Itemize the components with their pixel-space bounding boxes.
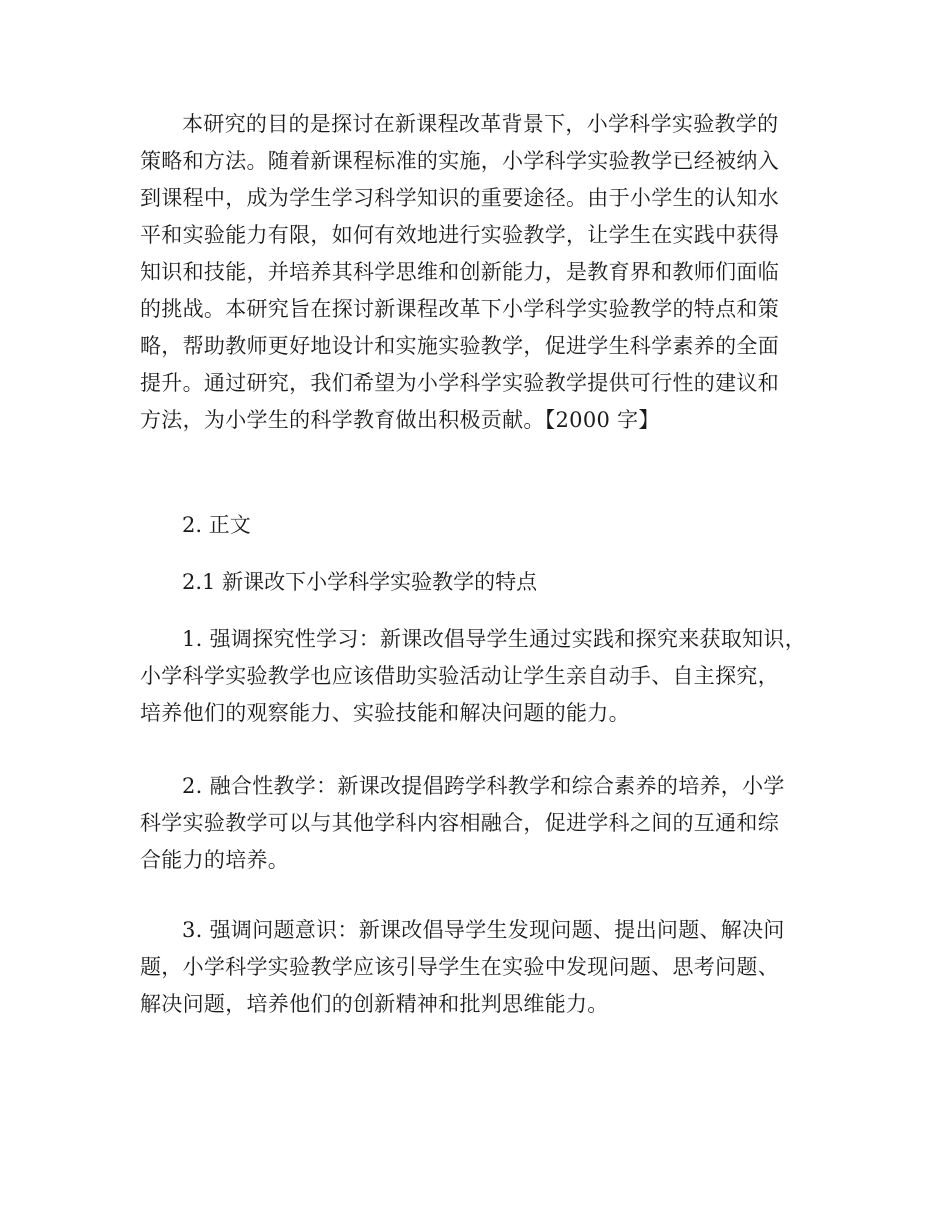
paragraph-line: 合能力的培养。 — [140, 848, 290, 872]
paragraph-line: 到课程中，成为学生学习科学知识的重要途径。由于小学生的认知水 — [140, 186, 779, 210]
paragraph-line: 知识和技能，并培养其科学思维和创新能力，是教育界和教师们面临 — [140, 260, 779, 284]
paragraph-line: 平和实验能力有限，如何有效地进行实验教学，让学生在实践中获得 — [140, 223, 779, 247]
paragraph-line: 培养他们的观察能力、实验技能和解决问题的能力。 — [140, 701, 630, 725]
paragraph-line: 小学科学实验教学也应该借助实验活动让学生亲自动手、自主探究， — [140, 664, 779, 688]
subsection-heading: 2.1 新课改下小学科学实验教学的特点 — [182, 570, 538, 594]
point-paragraph-2 — [140, 768, 830, 879]
paragraph-line: 策略和方法。随着新课程标准的实施，小学科学实验教学已经被纳入 — [140, 149, 779, 173]
point-paragraph-1 — [140, 621, 830, 732]
paragraph-line: 解决问题，培养他们的创新精神和批判思维能力。 — [140, 992, 609, 1016]
paragraph-line: 科学实验教学可以与其他学科内容相融合，促进学科之间的互通和综 — [140, 811, 779, 835]
paragraph-line: 本研究的目的是探讨在新课程改革背景下，小学科学实验教学的 — [182, 112, 779, 136]
point-paragraph-3 — [140, 912, 830, 1023]
paragraph-line: 方法，为小学生的科学教育做出积极贡献。【2000 字】 — [140, 408, 660, 432]
paragraph-line: 提升。通过研究，我们希望为小学科学实验教学提供可行性的建议和 — [140, 371, 779, 395]
paragraph-line: 3. 强调问题意识：新课改倡导学生发现问题、提出问题、解决问 — [182, 918, 785, 942]
paragraph-line: 题，小学科学实验教学应该引导学生在实验中发现问题、思考问题、 — [140, 955, 779, 979]
paragraph-line: 1. 强调探究性学习：新课改倡导学生通过实践和探究来获取知识， — [182, 627, 807, 651]
intro-paragraph — [140, 106, 830, 439]
paragraph-line: 的挑战。本研究旨在探讨新课程改革下小学科学实验教学的特点和策 — [140, 297, 779, 321]
paragraph-line: 略，帮助教师更好地设计和实施实验教学，促进学生科学素养的全面 — [140, 334, 779, 358]
paragraph-line: 2. 融合性教学：新课改提倡跨学科教学和综合素养的培养，小学 — [182, 774, 785, 798]
section-heading: 2. 正文 — [182, 513, 251, 537]
